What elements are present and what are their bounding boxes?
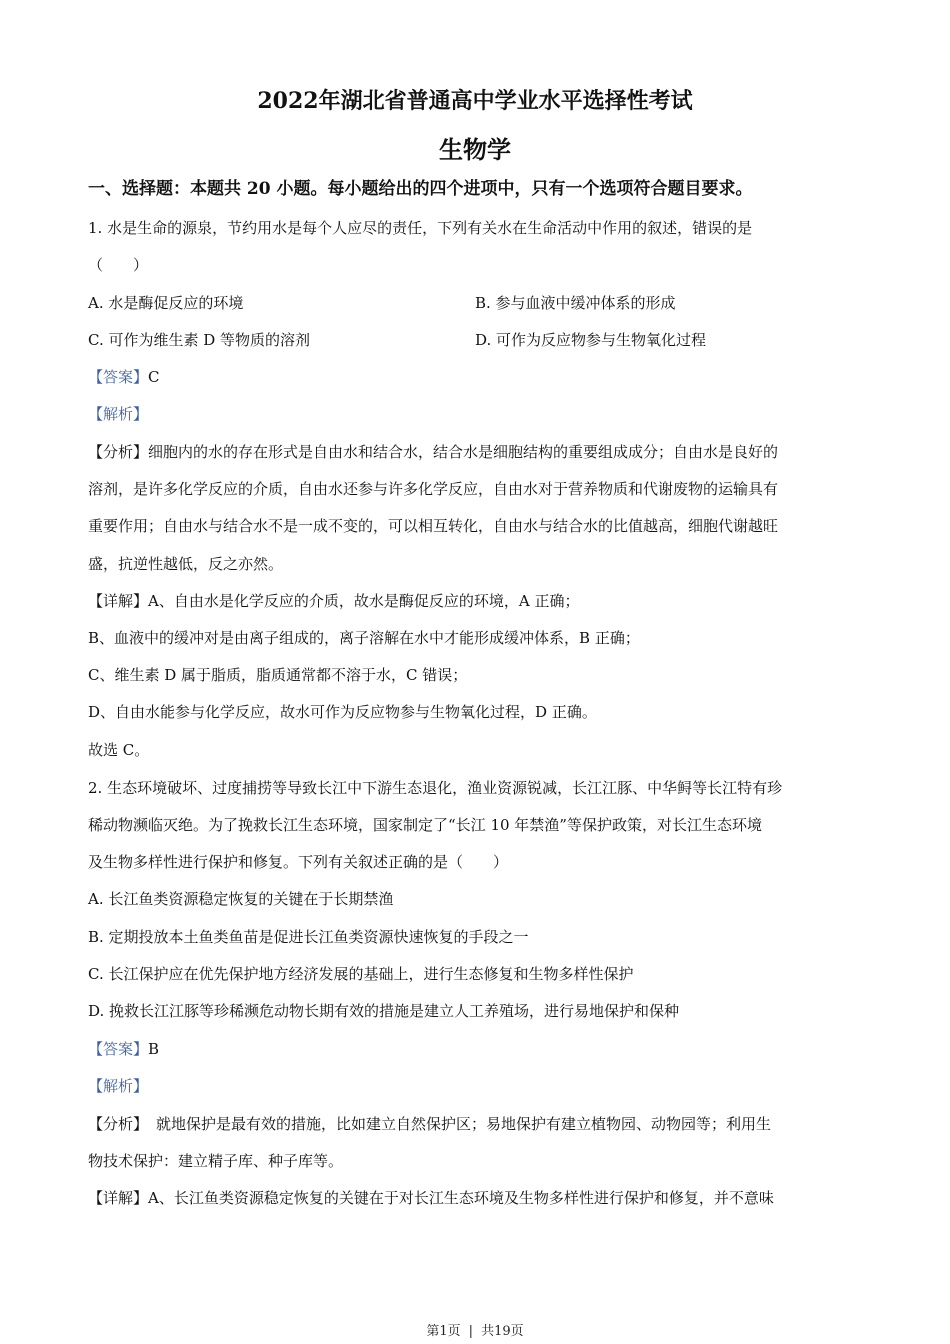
q1-fenxi-line1: [88, 441, 778, 463]
q1-xiangjie-line4: D、自由水能参与化学反应，故水可作为反应物参与生物氧化过程，D 正确。: [88, 703, 597, 721]
page-number: 第1页: [426, 1324, 461, 1339]
q1-fenxi-line4: 盛，抗逆性越低，反之亦然。: [88, 555, 284, 573]
q2-fenxi-line2: 物技术保护：建立精子库、种子库等。: [88, 1152, 344, 1170]
answer-tag: 【答案】: [88, 1040, 149, 1058]
xiangjie-text: A、自由水是化学反应的介质，故水是酶促反应的环境，A 正确；: [148, 592, 580, 610]
fenxi-text: 细胞内的水的存在形式是自由水和结合水，结合水是细胞结构的重要组成成分；自由水是良好的: [148, 443, 779, 461]
q2-fenxi-line1: [88, 1113, 771, 1135]
q1-stem-line1: 1. 水是生命的源泉，节约用水是每个人应尽的责任，下列有关水在生命活动中作用的叙述，错误的是: [88, 219, 753, 237]
exam-title: 2022年湖北省普通高中学业水平选择性考试: [257, 88, 693, 114]
subject-title: 生物学: [439, 135, 511, 164]
footer-separator: |: [468, 1324, 474, 1339]
q1-stem-line2: （ ）: [88, 256, 149, 274]
q1-answer: [88, 366, 160, 388]
q2-xiangjie-line1: [88, 1187, 774, 1209]
q1-fenxi-line2: 溶剂，是许多化学反应的介质，自由水还参与许多化学反应，自由水对于营养物质和代谢废物的运输具有: [88, 480, 779, 498]
q2-option-a: A. 长江鱼类资源稳定恢复的关键在于长期禁渔: [88, 890, 394, 908]
fenxi-text: 就地保护是最有效的措施，比如建立自然保护区；易地保护有建立植物园、动物园等；利用生: [156, 1115, 772, 1133]
answer-value: B: [148, 1040, 160, 1058]
q1-analysis-tag: 【解析】: [88, 405, 149, 423]
q1-option-a: A. 水是酶促反应的环境: [88, 294, 244, 312]
page-total: 共19页: [481, 1324, 524, 1339]
q2-analysis-tag: 【解析】: [88, 1077, 149, 1095]
answer-tag: 【答案】: [88, 368, 149, 386]
q1-option-c: C. 可作为维生素 D 等物质的溶剂: [88, 331, 311, 349]
q2-stem-line2: 稀动物濒临灭绝。为了挽救长江生态环境，国家制定了“长江 10 年禁渔”等保护政策，对长江生态环境: [88, 816, 762, 834]
q1-xiangjie-line3: C、维生素 D 属于脂质，脂质通常都不溶于水，C 错误；: [88, 666, 468, 684]
section-heading: 一、选择题：本题共 20 小题。每小题给出的四个进项中，只有一个选项符合题目要求。: [88, 179, 753, 199]
q2-stem-line1: 2. 生态环境破坏、过度捕捞等导致长江中下游生态退化，渔业资源锐减，长江江豚、中华鲟等长江特有珍: [88, 779, 783, 797]
q2-option-c: C. 长江保护应在优先保护地方经济发展的基础上，进行生态修复和生物多样性保护: [88, 965, 634, 983]
q2-answer: [88, 1038, 159, 1060]
fenxi-tag: 【分析】: [88, 1115, 149, 1133]
xiangjie-tag: 【详解】: [88, 592, 149, 610]
q1-option-d: D. 可作为反应物参与生物氧化过程: [475, 331, 707, 349]
q1-xiangjie-line5: 故选 C。: [88, 741, 150, 759]
page-footer: [0, 1320, 950, 1339]
q2-option-b: B. 定期投放本土鱼类鱼苗是促进长江鱼类资源快速恢复的手段之一: [88, 928, 529, 946]
answer-value: C: [148, 368, 160, 386]
q1-option-b: B. 参与血液中缓冲体系的形成: [475, 294, 676, 312]
fenxi-tag: 【分析】: [88, 443, 149, 461]
q2-option-d: D. 挽救长江江豚等珍稀濒危动物长期有效的措施是建立人工养殖场，进行易地保护和保种: [88, 1002, 680, 1020]
xiangjie-text: A、长江鱼类资源稳定恢复的关键在于对长江生态环境及生物多样性进行保护和修复，并不意味: [148, 1189, 774, 1207]
q2-stem-line3: 及生物多样性进行保护和修复。下列有关叙述正确的是（ ）: [88, 853, 509, 871]
xiangjie-tag: 【详解】: [88, 1189, 149, 1207]
q1-xiangjie-line2: B、血液中的缓冲对是由离子组成的，离子溶解在水中才能形成缓冲体系，B 正确；: [88, 629, 640, 647]
q1-fenxi-line3: 重要作用；自由水与结合水不是一成不变的，可以相互转化，自由水与结合水的比值越高，细胞代谢越旺: [88, 517, 779, 535]
q1-xiangjie-line1: [88, 590, 579, 612]
